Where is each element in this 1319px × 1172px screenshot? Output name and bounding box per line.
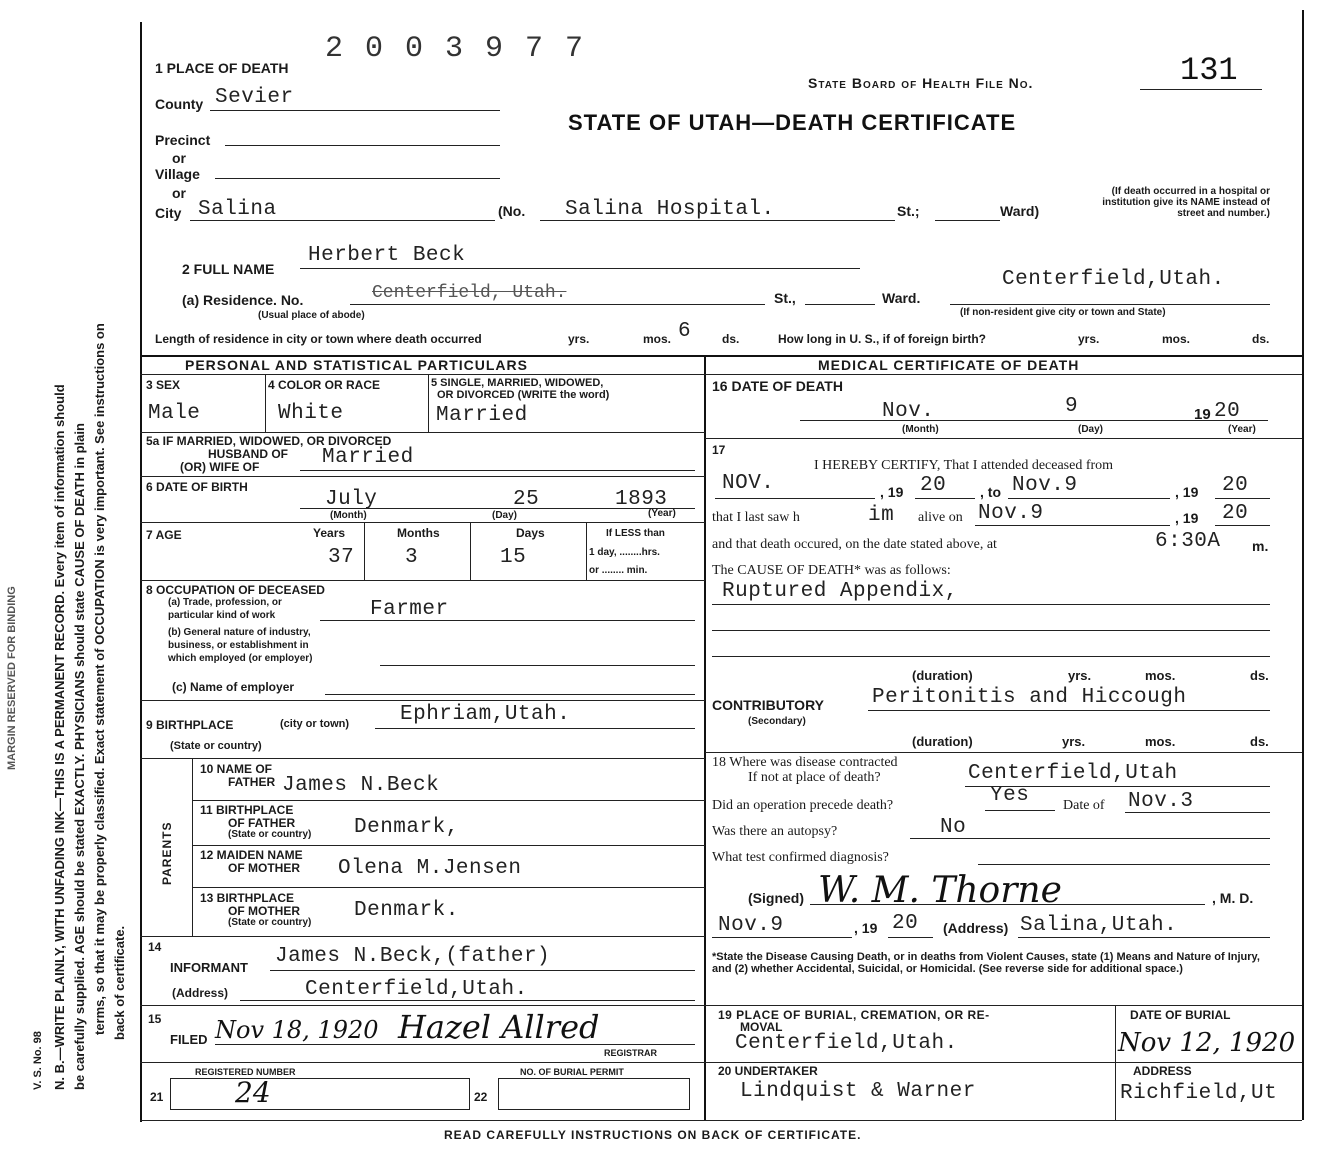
no-label: (No. xyxy=(498,203,526,219)
occupation-a-label-2: particular kind of work xyxy=(168,610,276,621)
precinct-label: Precinct xyxy=(155,132,211,148)
certificate-title: STATE OF UTAH—DEATH CERTIFICATE xyxy=(568,110,1017,135)
filed-line xyxy=(215,1044,695,1045)
autopsy-line xyxy=(910,838,1270,839)
father-rule xyxy=(192,800,705,801)
dob-year-value: 1893 xyxy=(615,488,668,511)
last-saw-label: that I last saw h xyxy=(712,510,800,525)
operation-date-value: Nov.3 xyxy=(1128,790,1194,813)
registrar-label: REGISTRAR xyxy=(604,1048,658,1058)
birthplace-label: 9 BIRTHPLACE xyxy=(146,718,234,732)
operation-line xyxy=(985,810,1055,811)
test-confirmed-line xyxy=(978,864,1270,865)
cause-line-2 xyxy=(712,630,1270,631)
occupation-value: Farmer xyxy=(370,598,449,621)
contrib-ds-label: ds. xyxy=(1250,734,1269,749)
file-no-label: State Board of Health File No. xyxy=(808,75,1034,91)
occupation-b-label-3: which employed (or employer) xyxy=(168,653,313,664)
father-birthplace-rule xyxy=(192,845,705,846)
age-years-label: Years xyxy=(313,526,346,540)
age-days-label: Days xyxy=(516,526,545,540)
dob-line xyxy=(300,508,695,509)
burial-place-value: Centerfield,Utah. xyxy=(735,1032,958,1055)
burial-rule xyxy=(705,1062,1302,1063)
color-label: 4 COLOR OR RACE xyxy=(268,378,381,392)
vs-number: V. S. No. 98 xyxy=(32,1031,44,1090)
contrib-mos-label: mos. xyxy=(1145,734,1176,749)
physician-address-line xyxy=(1018,937,1270,938)
birthplace-sublabel: (city or town) xyxy=(280,718,350,730)
nonresident-line xyxy=(950,304,1270,305)
spouse-label-1: 5a IF MARRIED, WIDOWED, OR DIVORCED xyxy=(146,434,392,448)
occupation-label: 8 OCCUPATION OF DECEASED xyxy=(146,583,325,597)
occupation-b-label-2: business, or establishment in xyxy=(168,640,309,651)
cause-yrs-label: yrs. xyxy=(1068,668,1092,683)
undertaker-address-label: ADDRESS xyxy=(1133,1064,1192,1078)
from-year-line xyxy=(915,498,975,499)
foreign-ds-label: ds. xyxy=(1252,332,1270,346)
informant-label: INFORMANT xyxy=(170,960,248,975)
death-time-label: and that death occured, on the date stated above, at xyxy=(712,537,997,552)
father-value: James N.Beck xyxy=(282,774,440,797)
to-year-line xyxy=(1215,498,1270,499)
medical-header: MEDICAL CERTIFICATE OF DEATH xyxy=(818,357,1080,373)
last-saw-fill: im xyxy=(868,504,895,527)
operation-date-line xyxy=(1125,812,1270,813)
death-time-m-label: m. xyxy=(1252,538,1269,554)
dob-month-value: July xyxy=(325,488,378,511)
footnote-rule xyxy=(705,1005,1302,1006)
medical-header-rule xyxy=(705,374,1302,375)
age-label: 7 AGE xyxy=(146,528,182,542)
burial-place-label-1: 19 PLACE OF BURIAL, CREMATION, OR RE- xyxy=(718,1008,990,1022)
dod-year-value: 20 xyxy=(1214,400,1241,423)
age-divider-1 xyxy=(364,522,365,580)
contributory-label: CONTRIBUTORY xyxy=(712,697,824,713)
residence-street-line xyxy=(805,304,875,305)
full-name-line xyxy=(300,268,860,269)
cause-duration-label: (duration) xyxy=(912,668,973,683)
instructions-line-2: be carefully supplied. AGE should be stated EXACTLY. PHYSICIANS should state CAUSE OF DEATH in plain xyxy=(72,423,87,1090)
parents-label: PARENTS xyxy=(160,821,174,885)
informant-address-value: Centerfield,Utah. xyxy=(305,978,528,1001)
frame-left xyxy=(140,22,142,1122)
residence-mos-label: mos. xyxy=(643,332,672,346)
mother-label-2: OF MOTHER xyxy=(228,861,300,875)
age-days-value: 15 xyxy=(500,546,527,569)
less-than-label-1: If LESS than xyxy=(606,528,665,539)
contrib-yrs-label: yrs. xyxy=(1062,734,1086,749)
attended-from-line xyxy=(715,498,875,499)
dod-day-value: 9 xyxy=(1065,395,1079,418)
birthplace-sublabel-2: (State or country) xyxy=(170,740,262,752)
hospital-note: (If death occurred in a hospital or institution give its NAME instead of street and number.) xyxy=(1102,186,1270,219)
disease-contracted-label-2: If not at place of death? xyxy=(748,770,881,785)
color-value: White xyxy=(278,402,344,425)
sign-date-line xyxy=(712,937,852,938)
or-label-2: or xyxy=(172,185,186,201)
alive-year-prefix: , 19 xyxy=(1175,510,1199,526)
city-value: Salina xyxy=(198,198,277,221)
to-year-prefix: , 19 xyxy=(1175,484,1199,500)
city-label: City xyxy=(155,205,182,221)
contrib-duration-label: (duration) xyxy=(912,734,973,749)
county-value: Sevier xyxy=(215,86,294,109)
filed-date-value: Nov 18, 1920 xyxy=(215,1016,379,1044)
undertaker-label: 20 UNDERTAKER xyxy=(718,1064,818,1078)
contributory-value: Peritonitis and Hiccough xyxy=(872,686,1187,709)
file-no-line xyxy=(1140,89,1262,90)
frame-right xyxy=(1302,10,1304,1120)
father-label-1: 10 NAME OF xyxy=(200,762,273,776)
autopsy-label: Was there an autopsy? xyxy=(712,824,838,839)
residence-ds-label: ds. xyxy=(722,332,740,346)
age-divider-2 xyxy=(470,522,471,580)
secondary-label: (Secondary) xyxy=(748,716,806,727)
footer-instructions: READ CAREFULLY INSTRUCTIONS ON BACK OF CERTIFICATE. xyxy=(444,1128,862,1142)
registrar-signature: Hazel Allred xyxy=(398,1008,600,1046)
row-divider-8 xyxy=(140,1005,705,1006)
residence-label: (a) Residence. No. xyxy=(182,292,304,308)
binding-margin-note: MARGIN RESERVED FOR BINDING xyxy=(6,586,18,770)
undertaker-value: Lindquist & Warner xyxy=(740,1080,976,1103)
from-year-value: 20 xyxy=(920,474,947,497)
file-stamp-number: 2 0 0 3 9 7 7 xyxy=(325,32,586,66)
operation-label: Did an operation precede death? xyxy=(712,798,894,813)
file-no-value: 131 xyxy=(1180,52,1238,89)
mother-birthplace-label-1: 13 BIRTHPLACE xyxy=(200,891,295,905)
item-17-number: 17 xyxy=(712,443,726,457)
sign-year-line xyxy=(888,937,933,938)
mother-birthplace-label-3: (State or country) xyxy=(228,917,312,928)
alive-year-value: 20 xyxy=(1222,502,1249,525)
place-of-death-label: 1 PLACE OF DEATH xyxy=(155,60,289,76)
dod-year-prefix: 19 xyxy=(1194,406,1211,423)
father-birthplace-label-3: (State or country) xyxy=(228,829,312,840)
foreign-birth-label: How long in U. S., if of foreign birth? xyxy=(778,332,986,346)
sex-divider xyxy=(265,375,266,432)
instructions-line-3: terms, so that it may be properly classified. Exact statement of OCCUPATION is very important. See instructions on xyxy=(92,323,107,1035)
cause-of-death-label: The CAUSE OF DEATH* was as follows: xyxy=(712,563,951,578)
father-birthplace-value: Denmark, xyxy=(354,816,459,839)
signature-line xyxy=(810,904,1205,905)
dob-month-note: (Month) xyxy=(330,510,367,521)
cause-mos-label: mos. xyxy=(1145,668,1176,683)
sign-year-value: 20 xyxy=(892,912,919,935)
burial-permit-box xyxy=(498,1078,690,1110)
footnote: *State the Disease Causing Death, or in deaths from Violent Causes, state (1) Means and Nature of Injury, and (2) whether Accidental, Suicidal, or Homicidal. (See reverse side for additional space.) xyxy=(712,951,1260,975)
registered-number-label: REGISTERED NUMBER xyxy=(195,1067,296,1077)
mother-birthplace-label-2: OF MOTHER xyxy=(228,904,300,918)
less-than-label-2: 1 day, ........hrs. xyxy=(589,547,660,558)
md-label: , M. D. xyxy=(1212,890,1254,906)
burial-permit-label: NO. OF BURIAL PERMIT xyxy=(520,1067,624,1077)
dod-month-note: (Month) xyxy=(902,424,939,435)
informant-value: James N.Beck,(father) xyxy=(275,945,551,968)
dod-line xyxy=(800,420,1268,421)
residence-street-label: St., xyxy=(774,290,796,306)
institution-value: Salina Hospital. xyxy=(565,198,775,221)
mother-value: Olena M.Jensen xyxy=(338,857,522,880)
residence-ward-label: Ward. xyxy=(882,290,921,306)
physician-signature: W. M. Thorne xyxy=(818,870,1062,911)
spouse-value: Married xyxy=(322,446,414,469)
abode-note: (Usual place of abode) xyxy=(258,310,365,321)
dod-day-note: (Day) xyxy=(1078,424,1104,435)
birthplace-value: Ephriam,Utah. xyxy=(400,703,571,726)
street-line xyxy=(935,220,1000,221)
dob-year-note: (Year) xyxy=(648,508,676,519)
village-line xyxy=(215,178,500,179)
county-label: County xyxy=(155,96,204,112)
personal-header-rule xyxy=(140,374,705,375)
parents-divider xyxy=(192,758,193,936)
occupation-line xyxy=(320,620,695,621)
county-line xyxy=(210,110,500,111)
cause-ds-label: ds. xyxy=(1250,668,1269,683)
marital-label-1: 5 SINGLE, MARRIED, WIDOWED, xyxy=(431,377,604,389)
village-label: Village xyxy=(155,166,200,182)
cause-line-1 xyxy=(712,604,1270,605)
alive-on-line xyxy=(975,525,1170,526)
disease-contracted-value: Centerfield,Utah xyxy=(968,762,1178,785)
or-label-1: or xyxy=(172,150,186,166)
date-of-death-label: 16 DATE OF DEATH xyxy=(712,378,843,394)
mother-rule xyxy=(192,887,705,888)
occupation-a-label-1: (a) Trade, profession, or xyxy=(168,597,282,608)
frame-bottom xyxy=(140,1120,1302,1121)
row-divider-9 xyxy=(140,1062,705,1063)
instructions-line-4: back of certificate. xyxy=(112,925,127,1040)
row-divider-1 xyxy=(140,432,705,433)
cause-line-3 xyxy=(712,656,1270,657)
age-years-value: 37 xyxy=(328,546,355,569)
row-divider-6 xyxy=(140,758,705,759)
age-months-label: Months xyxy=(397,526,440,540)
autopsy-value: No xyxy=(940,816,967,839)
filed-label: FILED xyxy=(170,1032,208,1047)
marital-value: Married xyxy=(436,404,528,427)
from-year-prefix: , 19 xyxy=(880,484,904,500)
disease-contracted-label-1: 18 Where was disease contracted xyxy=(712,755,898,770)
item-15-number: 15 xyxy=(148,1012,162,1026)
row-divider-2 xyxy=(140,476,705,477)
signed-label: (Signed) xyxy=(748,890,804,906)
test-confirmed-label: What test confirmed diagnosis? xyxy=(712,850,889,865)
dob-label: 6 DATE OF BIRTH xyxy=(146,480,248,494)
birthplace-line xyxy=(375,728,695,729)
foreign-yrs-label: yrs. xyxy=(1078,332,1100,346)
contrib-rule xyxy=(705,752,1302,753)
industry-line xyxy=(380,665,695,666)
full-name-value: Herbert Beck xyxy=(308,244,466,267)
employer-label: (c) Name of employer xyxy=(172,680,295,694)
spouse-line xyxy=(300,470,695,471)
burial-date-value: Nov 12, 1920 xyxy=(1118,1028,1296,1058)
contributory-line xyxy=(868,710,1270,711)
operation-value: Yes xyxy=(990,784,1030,807)
personal-header: PERSONAL AND STATISTICAL PARTICULARS xyxy=(185,357,528,373)
to-year-value: 20 xyxy=(1222,474,1249,497)
sign-year-prefix: , 19 xyxy=(854,920,878,936)
nonresident-note: (If non-resident give city or town and State) xyxy=(960,307,1166,318)
occupation-b-label-1: (b) General nature of industry, xyxy=(168,627,311,638)
father-birthplace-label-2: OF FATHER xyxy=(228,816,296,830)
row-divider-7 xyxy=(140,936,705,937)
cause-of-death-value: Ruptured Appendix, xyxy=(722,580,958,603)
residence-line xyxy=(350,304,765,305)
age-months-value: 3 xyxy=(405,546,419,569)
institution-line xyxy=(540,220,895,221)
color-divider xyxy=(428,375,429,432)
informant-address-label: (Address) xyxy=(172,986,229,1000)
registered-number-box xyxy=(170,1078,470,1110)
instructions-line-1: N. B.—WRITE PLAINLY, WITH UNFADING INK—THIS IS A PERMANENT RECORD. Every item of information should xyxy=(52,384,67,1090)
mother-label-1: 12 MAIDEN NAME xyxy=(200,848,303,862)
street-label: St.; xyxy=(897,203,920,219)
burial-place-label-2: MOVAL xyxy=(740,1020,783,1034)
certify-text: I HEREBY CERTIFY, That I attended deceased from xyxy=(814,458,1114,473)
attended-to-line xyxy=(1008,498,1170,499)
alive-on-label: alive on xyxy=(918,510,963,525)
age-divider-3 xyxy=(586,522,587,580)
physician-address-label: (Address) xyxy=(943,920,1009,936)
row-divider-3 xyxy=(140,522,705,523)
residence-months-value: 6 xyxy=(678,320,692,343)
dob-day-note: (Day) xyxy=(492,510,518,521)
marital-label-2: OR DIVORCED (WRITE the word) xyxy=(437,389,610,401)
residence-yrs-label: yrs. xyxy=(568,332,590,346)
foreign-mos-label: mos. xyxy=(1162,332,1191,346)
physician-address-value: Salina,Utah. xyxy=(1020,914,1178,937)
death-time-value: 6:30A xyxy=(1155,530,1221,553)
father-label-2: FATHER xyxy=(228,775,276,789)
residence-struck-value: Centerfield, Utah. xyxy=(372,283,567,303)
dod-rule xyxy=(705,438,1302,439)
undertaker-address-value: Richfield,Ut xyxy=(1120,1082,1278,1105)
item-22-number: 22 xyxy=(474,1090,488,1104)
dob-day-value: 25 xyxy=(513,488,540,511)
mother-birthplace-value: Denmark. xyxy=(354,899,459,922)
dod-year-note: (Year) xyxy=(1228,424,1256,435)
alive-year-line xyxy=(1215,525,1270,526)
item-21-number: 21 xyxy=(150,1090,164,1104)
sex-value: Male xyxy=(148,402,201,425)
row-divider-5 xyxy=(140,700,705,701)
alive-on-value: Nov.9 xyxy=(978,502,1044,525)
spouse-label-2: HUSBAND OF xyxy=(208,447,288,461)
sex-label: 3 SEX xyxy=(146,378,181,392)
attended-from-value: NOV. xyxy=(722,472,775,495)
spouse-label-3: (OR) WIFE OF xyxy=(180,460,260,474)
nonresident-value: Centerfield,Utah. xyxy=(1002,268,1225,291)
sign-date-value: Nov.9 xyxy=(718,914,784,937)
informant-line xyxy=(270,970,695,971)
less-than-label-3: or ........ min. xyxy=(589,565,648,576)
burial-date-label: DATE OF BURIAL xyxy=(1130,1008,1231,1022)
city-line xyxy=(190,220,495,221)
dod-month-value: Nov. xyxy=(882,400,935,423)
row-divider-4 xyxy=(140,580,705,581)
operation-date-label: Date of xyxy=(1063,798,1105,813)
to-label: , to xyxy=(980,484,1001,500)
informant-address-line xyxy=(240,1000,695,1001)
registered-number-value: 24 xyxy=(235,1076,271,1109)
father-birthplace-label-1: 11 BIRTHPLACE xyxy=(200,803,294,817)
employer-line xyxy=(325,694,695,695)
precinct-line xyxy=(225,145,500,146)
full-name-label: 2 FULL NAME xyxy=(182,261,275,277)
length-of-residence-label: Length of residence in city or town where death occurred xyxy=(155,332,482,346)
attended-to-value: Nov.9 xyxy=(1012,474,1078,497)
ward-label: Ward) xyxy=(1000,203,1040,219)
item-14-number: 14 xyxy=(148,940,162,954)
